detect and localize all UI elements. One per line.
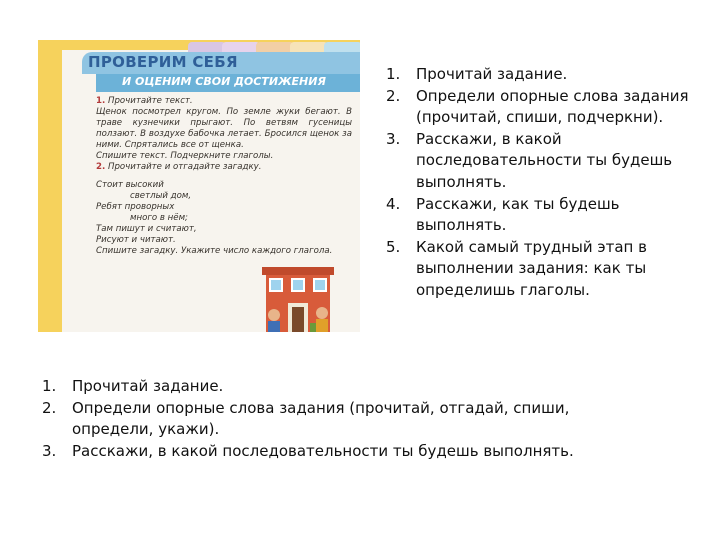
task-2-heading: 2. Прочитайте и отгадайте загадку. (96, 162, 262, 172)
poem-line: Рисуют и читают. (96, 235, 176, 245)
task-2-instruction: Спишите загадку. Укажите число каждого глагола. (96, 246, 333, 256)
numbered-list-bottom (40, 376, 600, 462)
list-item: 2. Определи опорные слова задания (прочитай, отгадай, спиши, определи, укажи). (42, 398, 570, 439)
numbered-list-right (384, 64, 704, 302)
task-1-heading: 1. Прочитайте текст. (96, 96, 193, 106)
textbook-page-image (38, 40, 360, 332)
list-item: 2. Определи опорные слова задания (прочитай, спиши, подчеркни). (386, 86, 689, 127)
poem-line: много в нём; (130, 213, 188, 223)
school-building-illustration (262, 263, 334, 332)
list-item: 1. Прочитай задание. (386, 65, 568, 83)
textbook-subtitle: И ОЦЕНИМ СВОИ ДОСТИЖЕНИЯ (122, 75, 326, 88)
task-1-instruction: Спишите текст. Подчеркните глаголы. (96, 151, 274, 161)
task-1-text: Щенок посмотрел кругом. По земле жуки бегают. В траве кузнечики прыгают. По ветвям гусеницы ползают. В воздухе бабочка летает. Бросился щенок за ними. Спрятались все от щенка. (96, 107, 352, 150)
poem-line: Стоит высокий (96, 180, 164, 190)
textbook-title: ПРОВЕРИМ СЕБЯ (88, 53, 238, 71)
poem-line: Там пишут и считают, (96, 224, 197, 234)
poem-line: Ребят проворных (96, 202, 175, 212)
riddle-poem (96, 180, 226, 246)
poem-line: светлый дом, (130, 191, 192, 201)
textbook-body (96, 96, 352, 257)
list-item: 5. Какой самый трудный этап в выполнении задания: как ты определишь глаголы. (386, 237, 647, 299)
list-item: 3. Расскажи, в какой последовательности ты будешь выполнять. (386, 129, 673, 191)
list-item: 3. Расскажи, в какой последовательности ты будешь выполнять. (42, 441, 574, 460)
list-item: 4. Расскажи, как ты будешь выполнять. (386, 194, 620, 235)
building-roof (262, 267, 334, 275)
list-item: 1. Прочитай задание. (42, 377, 224, 395)
